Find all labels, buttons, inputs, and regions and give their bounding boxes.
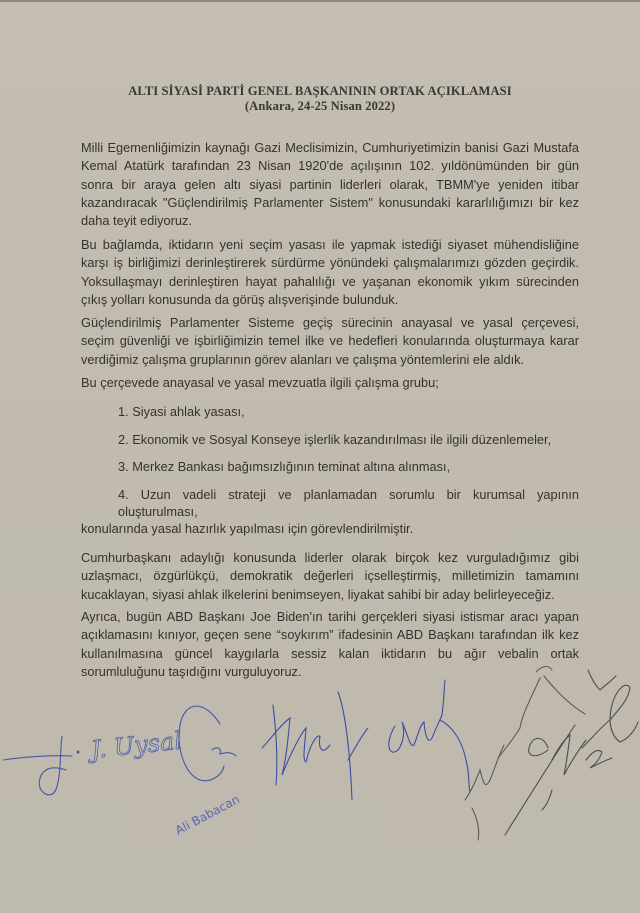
paragraph-line: kullanılmasına güncel kaygılarla sessiz kalan iktidarın bu ağır vebalin ortak [81, 645, 579, 661]
paragraph-line: Bu bağlamda, iktidarın yeni seçim yasası ile yapmak istediği siyaset mühendisliğine [81, 237, 579, 252]
list-item-2: 2. Ekonomik ve Sosyal Konseye işlerlik kazandırılması ile ilgili düzenlemeler, [118, 432, 552, 447]
paragraph-4 [81, 374, 579, 392]
paragraph-2 [81, 236, 579, 309]
paragraph-line: sorumluluğunu taşıdığını vurguluyoruz. [81, 663, 302, 679]
paragraph-line: verdiğimiz çalışma gruplarının görev alanları ve çalışma yöntemlerini ele aldık. [81, 351, 525, 367]
paragraph-line: daha teyit ediyoruz. [81, 213, 192, 229]
list-item-4: 4. Uzun vadeli strateji ve planlamadan sorumlu bir kurumsal yapının [118, 487, 579, 502]
signature-4 [389, 680, 470, 792]
paragraph-line: kazandıracak "Güçlendirilmiş Parlamenter Sistem" konusundaki kararlılığımızı bir kez [81, 194, 579, 210]
signature-5 [465, 666, 585, 840]
paragraph-line: Kemal Atatürk tarafından 23 Nisan 1920'de açılışının 102. yıldönümünden bir gün [81, 158, 579, 174]
list-item-4-continued: oluşturulması, [118, 504, 198, 519]
paragraph-line: sonra bir araya gelen altı siyasi partinin liderleri olarak, TBMM'ye yeniden itibar [81, 176, 579, 192]
paragraph-line: Ayrıca, bugün ABD Başkanı Joe Biden'ın tarihi gerçekleri siyasi istismar aracı yapan [81, 609, 579, 624]
signature-babacan [173, 706, 242, 838]
signature-3 [262, 692, 368, 800]
list-item-3: 3. Merkez Bankası bağımsızlığının teminat altına alınması, [118, 459, 451, 474]
paragraph-line: Yoksullaşmayı derinleştiren hayat pahalılığı ve yaşanan ekonomik yıkım sürecinden [81, 273, 579, 289]
svg-text:J. Uysal: J. Uysal [89, 726, 184, 764]
paragraph-line: açıklamasını kınıyor, geçen sene “soykırım” ifadesinin ABD Başkanı tarafından ilk kez [81, 627, 579, 643]
page-top-edge [0, 0, 640, 2]
paragraph-line: karşı iş birliğimizi derinleştirerek sürdürme yönündeki çalışmalarımızı gözden geçirdik. [81, 255, 579, 271]
after-list-text: konularında yasal hazırlık yapılması için görevlendirilmiştir. [81, 521, 414, 536]
signatures-block [0, 660, 640, 890]
signature-6 [505, 670, 638, 835]
signature-uysal [3, 727, 183, 795]
paragraph-line: Bu çerçevede anayasal ve yasal mevzuatla ilgili çalışma grubu; [81, 375, 439, 390]
document-subtitle: (Ankara, 24-25 Nisan 2022) [244, 99, 396, 113]
list-item-1: 1. Siyasi ahlak yasası, [118, 404, 245, 419]
paragraph-1 [81, 139, 579, 230]
document-title: ALTI SİYASİ PARTİ GENEL BAŞKANININ ORTAK AÇIKLAMASI [128, 84, 512, 98]
paragraph-line: kucaklayan, siyasi ahlak ilkelerini benimseyen, liyakat sahibi bir aday belirleyeceğiz. [81, 586, 555, 602]
svg-text:Ali Babacan: Ali Babacan [172, 792, 242, 838]
paragraph-line: Milli Egemenliğimizin kaynağı Gazi Meclisimizin, Cumhuriyetimizin banisi Gazi Mustafa [81, 140, 579, 155]
paragraph-3 [81, 314, 579, 369]
paragraph-line: Güçlendirilmiş Parlamenter Sisteme geçiş sürecinin anayasal ve yasal çerçevesi, [81, 315, 579, 330]
paragraph-line: Cumhurbaşkanı adaylığı konusunda liderler olarak birçok kez vurguladığımız gibi [81, 550, 579, 565]
paragraph-line: seçim güvenliği ve işbirliğimizin temel ilke ve hedefleri konularında oluşturmaya karar [81, 333, 579, 349]
paragraph-5 [81, 549, 579, 604]
paragraph-line: uzlaşmacı, özgürlükçü, demokratik değerleri içselleştirmiş, milletimizin tamamını [81, 568, 579, 584]
paragraph-line: çıkış yolları konusunda da görüş alışverişinde bulunduk. [81, 291, 399, 307]
